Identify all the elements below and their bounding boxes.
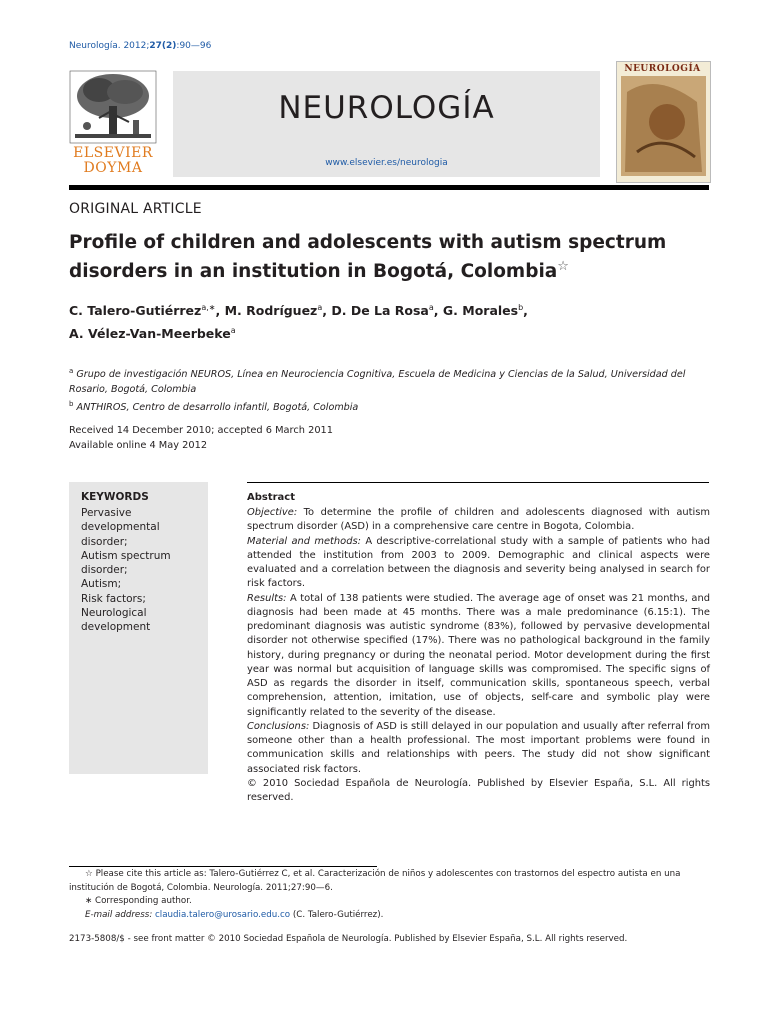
article-dates: [69, 424, 333, 453]
citation-pages: :90—96: [176, 41, 212, 51]
available-date: Available online 4 May 2012: [69, 439, 208, 451]
abstract-copyright: © 2010 Sociedad Española de Neurología. Published by Elsevier España, S.L. All rights reserved.: [247, 777, 710, 803]
section-text: A total of 138 patients were studied. The average age of onset was 21 months, and diagnosis had been made at 45 months. There was a male predominance (6.15:1). The predominant diagnosis was autistic syndrome (83%), followed by pervasive developmental disorder not otherwise specified (17%). There was no pathological background in the family history, during pregnancy or during the neonatal period. Motor development during the first year was normal but acquisition of language skills was compromised. The specific signs of ASD as regards the disorder in itself, communication skills, spontaneous speech, verbal comprehension, attention, imitation, use of objects, self-care and symbolic play were significantly related to the severity of the disease.: [247, 592, 711, 718]
journal-cover-image: [616, 61, 711, 183]
keywords-heading: KEYWORDS: [81, 491, 149, 503]
keywords-list: [81, 506, 203, 635]
section-text: A descriptive-correlational study with a sample of patients who had attended the institution from 2003 to 2009. Demographic and clinical aspects were evaluated and a correlation between the diagnosis and severity being analysed in search for risk factors.: [247, 535, 710, 590]
publisher-name-elsevier: ELSEVIER: [73, 145, 153, 161]
journal-title: NEUROLOGÍA: [278, 90, 495, 126]
section-text: To determine the profile of children and adolescents diagnosed with autism spectrum disorder (ASD) in a comprehensive care centre in Bogota, Colombia.: [247, 507, 711, 533]
author-name: A. Vélez-Van-Meerbeke: [69, 326, 231, 342]
received-date: Received 14 December 2010; accepted 6 March 2011: [69, 425, 334, 436]
abstract-objective: [247, 506, 710, 535]
cite-mark: ☆: [85, 869, 93, 879]
article-title: [69, 231, 689, 284]
author-name: D. De La Rosa: [331, 303, 429, 319]
author-affiliation-mark[interactable]: b: [518, 303, 524, 312]
journal-url-link[interactable]: www.elsevier.es/neurologia: [325, 158, 448, 168]
keyword-item: Autism;: [81, 578, 122, 591]
author-separator: ,: [433, 303, 443, 319]
abstract-results: [247, 592, 710, 720]
affiliation-text: Grupo de investigación NEUROS, Línea en Neurociencia Cognitiva, Escuela de Medicina y Ciencias de la Salud, Universidad del Rosario, Bogotá, Colombia: [69, 369, 686, 395]
cover-artwork: [617, 62, 710, 182]
author-name: G. Morales: [442, 303, 519, 319]
author-affiliation-mark[interactable]: a: [428, 303, 434, 312]
corresponding-text: Corresponding author.: [95, 896, 192, 906]
section-heading: Objective:: [247, 507, 298, 518]
abstract-rule: [247, 482, 709, 483]
affiliation-item: [69, 397, 719, 416]
author-affiliation-mark[interactable]: a,∗: [201, 303, 216, 312]
section-heading: Conclusions:: [247, 720, 310, 732]
citation-volume: 27(2): [149, 41, 177, 51]
email-link[interactable]: claudia.talero@urosario.edu.co: [155, 909, 291, 920]
author-affiliation-mark[interactable]: a: [317, 303, 323, 312]
article-type: ORIGINAL ARTICLE: [69, 201, 202, 217]
cover-title: NEUROLOGÍA: [624, 64, 701, 74]
header-rule: [69, 185, 709, 190]
footnote-rule: [69, 866, 377, 867]
author-affiliation-mark[interactable]: a: [230, 326, 236, 336]
abstract-body: [247, 506, 710, 805]
keyword-item: Risk factors;: [81, 592, 146, 605]
affiliation-mark: a: [69, 367, 74, 375]
corresponding-footnote: [69, 895, 719, 909]
email-footnote: [69, 909, 719, 923]
author-name: C. Talero-Gutiérrez: [69, 303, 202, 319]
section-heading: Results:: [247, 592, 287, 604]
author-name: M. Rodríguez: [224, 303, 318, 319]
title-footnote-mark[interactable]: ☆: [557, 259, 569, 274]
keyword-item: Neurological development: [81, 607, 151, 634]
abstract-methods: [247, 535, 710, 592]
affiliation-item: [69, 364, 719, 397]
cite-footnote: [69, 868, 719, 895]
author-separator: ,: [215, 303, 225, 319]
abstract-heading: Abstract: [247, 492, 296, 503]
author-separator: ,: [322, 303, 332, 319]
corresponding-mark: ∗: [85, 896, 93, 906]
keyword-item: Autism spectrum disorder;: [81, 549, 171, 577]
section-heading: Material and methods:: [247, 535, 361, 547]
footnotes: [69, 868, 719, 922]
affiliation-mark: b: [69, 400, 74, 409]
keyword-item: Pervasive developmental disorder;: [81, 507, 160, 548]
publisher-name-doyma: DOYMA: [83, 160, 143, 176]
affiliations: [69, 364, 719, 416]
section-text: Diagnosis of ASD is still delayed in our population and usually after referral from someone other than a health professional. The most important problems were found in communication skills and relationships with peers. The study did not show significant associated risk factors.: [247, 720, 710, 775]
affiliation-text: ANTHIROS, Centro de desarrollo infantil, Bogotá, Colombia: [76, 402, 359, 414]
journal-citation[interactable]: [69, 41, 211, 51]
issn-line: 2173-5808/$ - see front matter © 2010 Sociedad Española de Neurología. Published by Elsevier España, S.L. All rights reserved.: [69, 934, 628, 944]
abstract-conclusions: [247, 720, 710, 777]
title-line-2: disorders in an institution in Bogotá, Colombia: [69, 261, 558, 283]
author-separator: ,: [523, 303, 528, 319]
title-line-1: Profile of children and adolescents with autism spectrum: [69, 232, 667, 253]
email-owner: (C. Talero-Gutiérrez).: [292, 909, 384, 920]
author-list: [69, 298, 689, 344]
cite-text: Please cite this article as: Talero-Gutiérrez C, et al. Caracterización de niños y adolescentes con trastornos del espectro autista en una institución de Bogotá, Colombia. Neurología. 2011;27:90—6.: [69, 869, 681, 893]
email-label: E-mail address:: [85, 909, 153, 920]
citation-journal: Neurología. 2012;: [69, 41, 150, 51]
